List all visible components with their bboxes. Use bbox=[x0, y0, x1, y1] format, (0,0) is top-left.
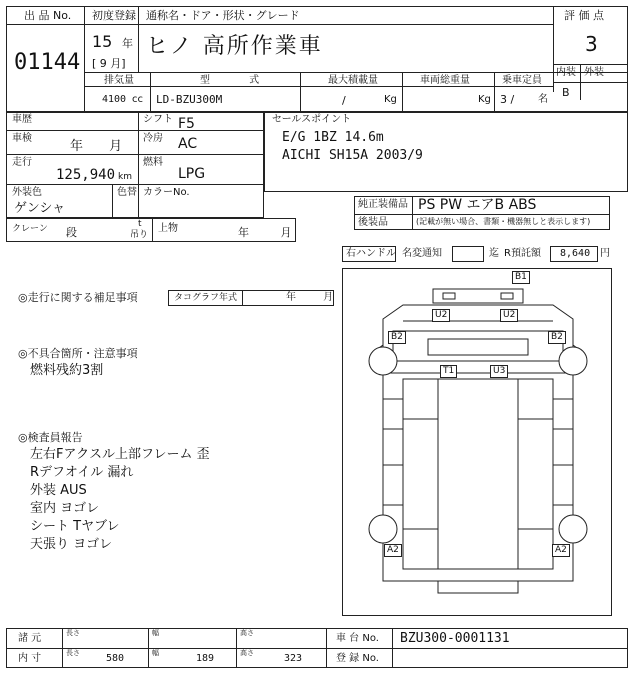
loading-value: 年 月 bbox=[238, 226, 292, 239]
shift-value: F5 bbox=[178, 116, 195, 132]
reg-year: 15 bbox=[92, 32, 113, 51]
inspection-value: 年 月 bbox=[70, 139, 123, 154]
ac-value: AC bbox=[178, 136, 198, 152]
mileage-unit: km bbox=[118, 172, 132, 182]
damage-mark: A2 bbox=[384, 544, 402, 557]
damage-mark: B2 bbox=[388, 331, 406, 344]
model-label: 型 式 bbox=[200, 75, 278, 86]
divider bbox=[150, 72, 151, 112]
width-label: 幅 bbox=[152, 629, 159, 637]
genuine-label: 純正装備品 bbox=[358, 199, 408, 210]
divider bbox=[300, 72, 301, 112]
divider bbox=[326, 628, 327, 668]
divider bbox=[138, 112, 139, 218]
model-value: LD-BZU300M bbox=[156, 93, 223, 106]
height-label: 高さ bbox=[240, 649, 254, 657]
reg-no-label: 登 録 No. bbox=[336, 653, 379, 664]
interior-label: 内装 bbox=[556, 67, 576, 78]
gross-unit: Kg bbox=[478, 94, 491, 105]
damage-mark: B2 bbox=[548, 331, 566, 344]
sales-line1: E/G 1BZ 14.6m bbox=[282, 130, 384, 145]
vehicle-diagram bbox=[342, 268, 612, 616]
chassis-value: BZU300-0001131 bbox=[400, 631, 510, 646]
divider bbox=[6, 24, 553, 25]
history-label: 車歴 bbox=[12, 114, 32, 125]
interior-grade: B bbox=[562, 86, 570, 99]
color-value: ゲンシャ bbox=[14, 201, 66, 216]
length-label: 長さ bbox=[66, 649, 80, 657]
defects-title: ◎不具合箇所・注意事項 bbox=[18, 347, 138, 360]
r-mileage-value: 8,640 bbox=[560, 248, 591, 259]
displacement-unit: cc bbox=[132, 94, 143, 105]
capacity-value: 3 / bbox=[500, 93, 515, 106]
crane-label: クレーン bbox=[12, 224, 48, 234]
width-label: 幅 bbox=[152, 649, 159, 657]
divider bbox=[553, 64, 628, 65]
divider bbox=[6, 154, 264, 155]
score: 3 bbox=[585, 32, 598, 56]
car-name: ヒノ 高所作業車 bbox=[146, 34, 323, 59]
damage-mark: U2 bbox=[500, 309, 518, 322]
divider bbox=[84, 6, 85, 112]
supplement-title: ◎走行に関する補足事項 bbox=[18, 291, 138, 304]
inspection-label: 車検 bbox=[12, 133, 32, 144]
exterior-label: 外装 bbox=[584, 67, 604, 78]
inspector-title: ◎検査員報告 bbox=[18, 431, 83, 444]
score-label: 評 価 点 bbox=[564, 9, 604, 22]
divider bbox=[553, 6, 554, 92]
inspector-line: Rデフオイル 漏れ bbox=[30, 465, 134, 480]
deadline: 迄 bbox=[489, 248, 499, 259]
inspector-line: 天張り ヨゴレ bbox=[30, 537, 113, 552]
divider bbox=[6, 648, 628, 649]
reg-label: 初度登録 bbox=[92, 9, 136, 22]
name-change-box bbox=[452, 246, 484, 262]
divider bbox=[62, 628, 63, 668]
color-label: 外装色 bbox=[12, 187, 42, 198]
divider bbox=[148, 628, 149, 668]
inspector-line: 外装 AUS bbox=[30, 483, 87, 498]
divider bbox=[412, 196, 413, 230]
divider bbox=[138, 6, 139, 24]
crane-step: 段 bbox=[66, 226, 77, 239]
inner-height: 323 bbox=[284, 653, 303, 664]
truck-outline-icon bbox=[343, 269, 613, 617]
aftermarket-label: 後装品 bbox=[358, 217, 388, 228]
length-label: 長さ bbox=[66, 629, 80, 637]
height-label: 高さ bbox=[240, 629, 254, 637]
divider bbox=[354, 214, 610, 215]
inner-width: 189 bbox=[196, 653, 215, 664]
divider bbox=[112, 184, 113, 218]
damage-mark: T1 bbox=[440, 365, 457, 378]
divider bbox=[402, 72, 403, 112]
divider bbox=[494, 72, 495, 112]
lot-number: 01144 bbox=[14, 50, 81, 75]
divider bbox=[580, 64, 581, 100]
max-load-label: 最大積載量 bbox=[328, 75, 378, 86]
gross-label: 車両総重量 bbox=[420, 75, 470, 86]
sales-title: セールスポイント bbox=[272, 114, 352, 125]
divider bbox=[152, 218, 153, 242]
lot-label: 出 品 No. bbox=[24, 9, 72, 22]
loading-label: 上物 bbox=[158, 223, 178, 234]
damage-mark: B1 bbox=[512, 271, 530, 284]
damage-mark: U2 bbox=[432, 309, 450, 322]
mileage-label: 走行 bbox=[12, 157, 32, 168]
displacement-value: 4100 bbox=[102, 94, 127, 105]
divider bbox=[242, 290, 243, 306]
inspector-line: シート Tヤブレ bbox=[30, 519, 120, 534]
divider bbox=[392, 628, 393, 668]
chassis-label: 車 台 No. bbox=[336, 633, 379, 644]
capacity-label: 乗車定員 bbox=[502, 75, 542, 86]
inspector-line: 室内 ヨゴレ bbox=[30, 501, 100, 516]
inner-label: 内 寸 bbox=[18, 653, 42, 664]
divider bbox=[553, 82, 628, 83]
fuel-value: LPG bbox=[178, 166, 206, 182]
color-no-label: 色替 bbox=[117, 187, 137, 198]
crane-lift: 吊り bbox=[130, 230, 149, 240]
tachograph-value: 年 月 bbox=[286, 292, 334, 303]
right-hand: 右ハンドル bbox=[346, 248, 396, 259]
crane-ton: t bbox=[138, 219, 142, 229]
name-label: 通称名・ドア・形状・グレード bbox=[146, 9, 300, 22]
divider bbox=[84, 86, 553, 87]
aftermarket-note: (記載が無い場合、書類・機器無しと表示します) bbox=[416, 217, 591, 226]
divider bbox=[84, 72, 628, 73]
inner-length: 580 bbox=[106, 653, 125, 664]
ac-label: 冷房 bbox=[143, 133, 163, 144]
year-unit: 年 bbox=[122, 37, 133, 50]
spec-label: 諸 元 bbox=[18, 633, 42, 644]
divider bbox=[6, 130, 138, 131]
genuine-value: PS PW エアB ABS bbox=[418, 197, 537, 213]
divider bbox=[236, 628, 237, 668]
fuel-label: 燃料 bbox=[143, 157, 163, 168]
defects-line1: 燃料残約3割 bbox=[30, 363, 104, 378]
capacity-unit: 名 bbox=[538, 94, 548, 105]
damage-mark: A2 bbox=[552, 544, 570, 557]
displacement-label: 排気量 bbox=[104, 75, 134, 86]
divider bbox=[6, 184, 264, 185]
damage-mark: U3 bbox=[490, 365, 508, 378]
color-code-label: カラーNo. bbox=[143, 187, 190, 198]
max-load-unit: Kg bbox=[384, 94, 397, 105]
tachograph-label: タコグラフ年式 bbox=[174, 293, 238, 303]
divider bbox=[138, 130, 264, 131]
r-mileage-unit: 円 bbox=[600, 248, 610, 259]
divider bbox=[138, 24, 139, 72]
reg-month: [ 9 月] bbox=[92, 57, 126, 70]
sales-line2: AICHI SH15A 2003/9 bbox=[282, 148, 423, 163]
shift-label: シフト bbox=[143, 114, 173, 125]
max-load-value: / bbox=[342, 94, 346, 107]
r-mileage-label: R預託額 bbox=[504, 248, 541, 259]
mileage-value: 125,940 bbox=[56, 167, 116, 183]
inspector-line: 左右Fアクスル上部フレーム 歪 bbox=[30, 447, 210, 462]
name-change: 名変通知 bbox=[402, 248, 442, 259]
